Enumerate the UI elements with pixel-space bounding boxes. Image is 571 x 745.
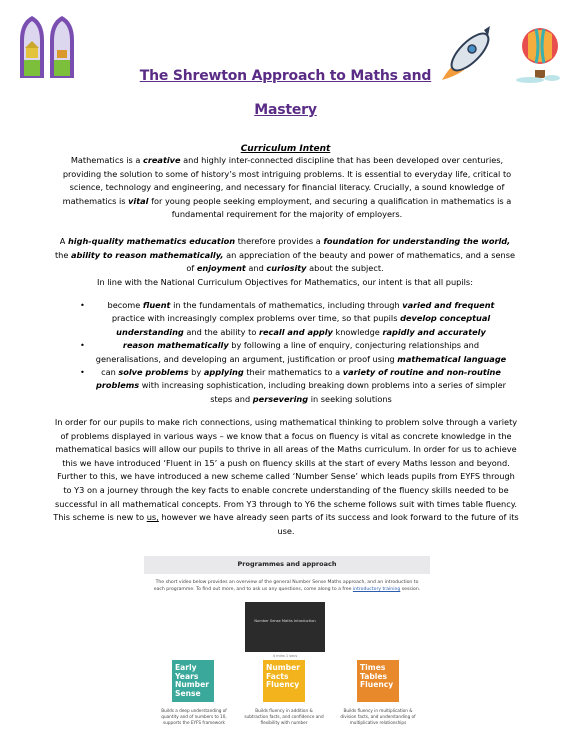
video-title: Number Sense Maths Introduction bbox=[254, 619, 316, 623]
pupil-aims-list bbox=[80, 299, 512, 406]
list-item: • reason mathematically by following a line of enquiry, conjecturing relationships and generalisations, and developing an argument, justification or proof using mathematical language bbox=[80, 339, 512, 366]
card-early-years[interactable]: Early Years Number Sense bbox=[172, 660, 214, 702]
intro-video[interactable] bbox=[245, 602, 325, 652]
card-number-facts[interactable]: Number Facts Fluency bbox=[263, 660, 305, 702]
page-title-line2: Mastery bbox=[254, 102, 317, 118]
page-title-line1: The Shrewton Approach to Maths and bbox=[139, 68, 432, 84]
embed-title: Programmes and approach bbox=[237, 560, 337, 568]
list-item: • can solve problems by applying their mathematics to a variety of routine and non-routine problems with increasing sophistication, including breaking down problems into a series of simpler steps and persevering in seeking solutions bbox=[80, 366, 512, 406]
card-times-tables[interactable]: Times Tables Fluency bbox=[357, 660, 399, 702]
video-duration: 4 mins 1 secs bbox=[272, 654, 298, 658]
programmes-screenshot bbox=[144, 556, 430, 745]
card-caption-times-tables: Builds fluency in multiplication & division facts, and understanding of multiplicative relationships bbox=[340, 708, 416, 725]
quality-education-paragraph: A high-quality mathematics education therefore provides a foundation for understanding the world, the ability to reason mathematically, an appreciation of the beauty and power of mathematics, and a sense of enjoyment and curiosity about the subject. In line with the National Curriculum Objectives for Mathematics, our intent is that all pupils: bbox=[54, 236, 516, 287]
embed-header bbox=[144, 556, 430, 574]
embed-description: The short video below provides an overview of the general Number Sense Maths approach, and an introduction to each programme. To find out more, and to ask us any questions, come along to a free introductory training session. bbox=[153, 580, 421, 592]
fluency-paragraph: In order for our pupils to make rich connections, using mathematical thinking to problem solve through a variety of problems displayed in various ways – we know that a focus on fluency is vital as concrete knowledge in the mathematical basics will allow our pupils to thrive in all areas of the Maths curriculum. In order for us to achieve this we have introduced ‘Fluent in 15’ a push on fluency skills at the start of every Maths lesson and beyond. Further to this, we have introduced a new scheme called ‘Number Sense’ which leads pupils from EYFS through to Y3 on a journey through the key facts to enable concrete understanding of the fluency skills needed to be successful in all mathematical concepts. From Y3 through to Y6 the scheme follows suit with times table fluency. This scheme is new to us, however we have already seen parts of its success and look forward to the future of its use. bbox=[53, 417, 519, 536]
intent-paragraph: Mathematics is a creative and highly inter-connected discipline that has been developed over centuries, providing the solution to some of history’s most intriguing problems. It is essential to everyday life, critical to science, technology and engineering, and necessary for financial literacy. Crucially, a sound knowledge of mathematics is vital for young people seeking employment, and securing a qualification in mathematics is a fundamental requirement for the majority of employers. bbox=[62, 155, 512, 220]
list-item: • become fluent in the fundamentals of mathematics, including through varied and frequent practice with increasingly complex problems over time, so that pupils develop conceptual understanding and the ability to recall and apply knowledge rapidly and accurately bbox=[80, 299, 512, 339]
card-caption-early-years: Builds a deep understanding of quantity and of numbers to 10, supports the EYFS framework bbox=[161, 708, 227, 725]
curriculum-intent-heading: Curriculum Intent bbox=[240, 144, 331, 154]
training-link[interactable]: introductory training bbox=[352, 586, 401, 592]
card-caption-number-facts: Builds fluency in addition & subtraction facts, and confidence and flexibility with number bbox=[244, 708, 324, 725]
